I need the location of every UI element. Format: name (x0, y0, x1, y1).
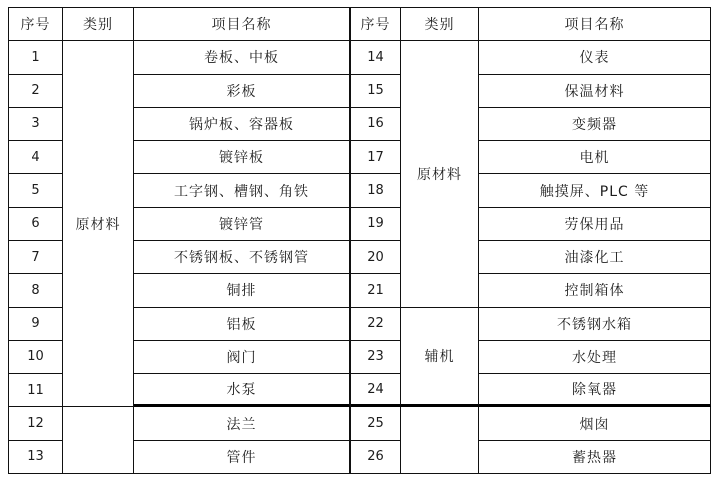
row-number-cell: 13 (9, 441, 63, 474)
item-cell: 变频器 (479, 108, 711, 141)
item-cell: 电机 (479, 141, 711, 174)
row-number-cell: 23 (351, 341, 401, 374)
category-cell-raw-materials-right: 原材料 (401, 41, 479, 307)
row-number-cell: 24 (351, 374, 401, 407)
item-cell: 触摸屏、PLC 等 (479, 174, 711, 207)
row-number-cell: 7 (9, 241, 63, 274)
row-number-cell: 18 (351, 174, 401, 207)
row-number-cell: 3 (9, 108, 63, 141)
item-cell: 劳保用品 (479, 208, 711, 241)
row-number-cell: 8 (9, 274, 63, 307)
item-cell: 仪表 (479, 41, 711, 74)
item-cell: 烟囱 (479, 407, 711, 440)
item-cell: 管件 (134, 441, 350, 474)
row-number-cell: 4 (9, 141, 63, 174)
category-cell-empty-right (401, 407, 479, 474)
header-num-left: 序号 (9, 8, 63, 41)
row-number-cell: 12 (9, 407, 63, 440)
category-cell-empty-left (63, 407, 134, 474)
row-number-cell: 1 (9, 41, 63, 74)
item-cell: 油漆化工 (479, 241, 711, 274)
header-num-right: 序号 (351, 8, 401, 41)
row-number-cell: 15 (351, 75, 401, 108)
item-cell: 法兰 (134, 407, 350, 440)
row-number-cell: 16 (351, 108, 401, 141)
category-cell-auxiliary: 辅机 (401, 308, 479, 408)
row-number-cell: 22 (351, 308, 401, 341)
header-category-left: 类别 (63, 8, 134, 41)
item-cell: 阀门 (134, 341, 350, 374)
table-left-half (8, 7, 350, 474)
item-cell: 水泵 (134, 374, 350, 407)
item-cell: 工字钢、槽钢、角铁 (134, 174, 350, 207)
row-number-cell: 6 (9, 208, 63, 241)
item-cell: 保温材料 (479, 75, 711, 108)
item-cell: 水处理 (479, 341, 711, 374)
item-cell: 镀锌管 (134, 208, 350, 241)
row-number-cell: 11 (9, 374, 63, 407)
row-number-cell: 19 (351, 208, 401, 241)
item-cell: 彩板 (134, 75, 350, 108)
item-cell: 镀锌板 (134, 141, 350, 174)
header-item-right: 项目名称 (479, 8, 711, 41)
row-number-cell: 26 (351, 441, 401, 474)
category-cell-raw-materials-left: 原材料 (63, 41, 134, 407)
row-number-cell: 5 (9, 174, 63, 207)
row-number-cell: 21 (351, 274, 401, 307)
row-number-cell: 25 (351, 407, 401, 440)
table-right-half (350, 7, 711, 474)
materials-table (8, 7, 711, 474)
row-number-cell: 20 (351, 241, 401, 274)
header-category-right: 类别 (401, 8, 479, 41)
item-cell: 除氧器 (479, 374, 711, 407)
item-cell: 铜排 (134, 274, 350, 307)
item-cell: 控制箱体 (479, 274, 711, 307)
item-cell: 不锈钢板、不锈钢管 (134, 241, 350, 274)
row-number-cell: 2 (9, 75, 63, 108)
row-number-cell: 17 (351, 141, 401, 174)
row-number-cell: 9 (9, 308, 63, 341)
row-number-cell: 10 (9, 341, 63, 374)
row-number-cell: 14 (351, 41, 401, 74)
item-cell: 铝板 (134, 308, 350, 341)
item-cell: 不锈钢水箱 (479, 308, 711, 341)
header-item-left: 项目名称 (134, 8, 350, 41)
item-cell: 蓄热器 (479, 441, 711, 474)
item-cell: 卷板、中板 (134, 41, 350, 74)
item-cell: 锅炉板、容器板 (134, 108, 350, 141)
